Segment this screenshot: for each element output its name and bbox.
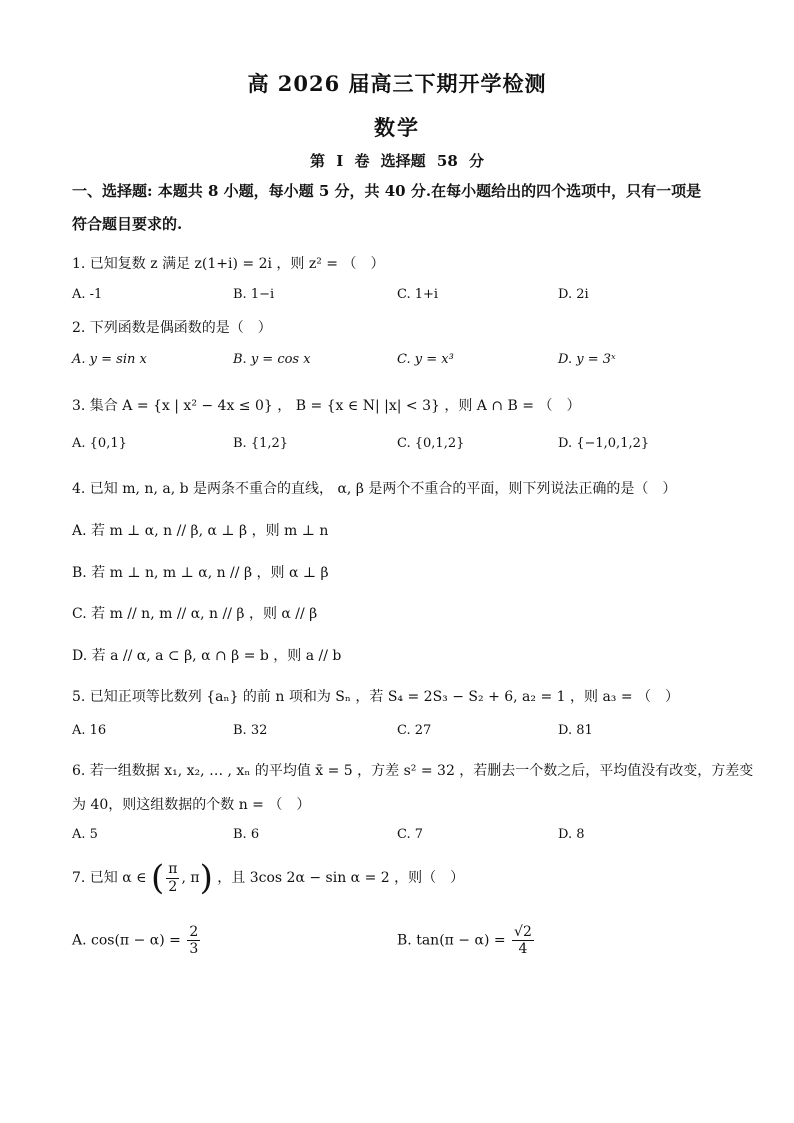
question-7-option-b-num: √2: [514, 924, 532, 940]
question-5-stem: 5. 已知正项等比数列 {aₙ} 的前 n 项和为 Sₙ ，若 S₄ = 2S₃ − S₂ + 6, a₂ = 1 ，则 a₃ = （ ）: [72, 689, 680, 705]
question-7-option-b-label: B.: [397, 932, 412, 949]
question-7-option-b: [397, 924, 724, 957]
section-instruction-line1: 一、选择题: 本题共 8 小题，每小题 5 分，共 40 分.在每小题给出的四个选项中，只有一项是: [72, 182, 702, 200]
question-1-option-c: C. 1+i: [397, 287, 439, 302]
question-4-option-c: C. 若 m // n, m // α, n // β ，则 α // β: [72, 606, 318, 622]
question-1-options: [72, 287, 724, 311]
question-1-option-d: D. 2i: [558, 287, 589, 302]
question-7-stem-prefix: 7. 已知 α ∈: [72, 870, 147, 886]
question-6-option-a: A. 5: [72, 827, 98, 842]
right-paren-glyph: ): [199, 858, 213, 898]
question-3-option-d: D. {−1,0,1,2}: [558, 436, 650, 451]
question-3-option-b: B. {1,2}: [233, 436, 289, 451]
question-5-options: [72, 723, 724, 747]
question-7-interval-num: π: [168, 861, 178, 878]
question-2-stem: 2. 下列函数是偶函数的是（ ）: [72, 320, 272, 336]
question-7-interval-fraction: [166, 861, 179, 894]
question-7-option-b-fraction: [512, 924, 534, 957]
subject-title: 数学: [374, 115, 420, 140]
question-3-option-a: A. {0,1}: [72, 436, 127, 451]
question-1-stem: 1. 已知复数 z 满足 z(1+i) = 2i ，则 z² = （ ）: [72, 256, 385, 272]
question-7-option-a-fraction: [187, 924, 200, 957]
question-7-option-b-expr: tan(π − α) =: [416, 932, 506, 949]
question-2-option-d: D. y = 3ˣ: [558, 352, 616, 367]
question-6-stem-line2: 为 40，则这组数据的个数 n = （ ）: [72, 797, 311, 813]
question-4-option-a: A. 若 m ⊥ α, n // β, α ⊥ β ，则 m ⊥ n: [72, 523, 329, 539]
question-5-option-d: D. 81: [558, 723, 593, 738]
question-2-option-a: A. y = sin x: [72, 352, 147, 367]
question-6-option-c: C. 7: [397, 827, 424, 842]
section-instruction-line2: 符合题目要求的.: [72, 215, 183, 233]
question-4-option-b: B. 若 m ⊥ n, m ⊥ α, n // β ，则 α ⊥ β: [72, 565, 329, 581]
question-3-options: [72, 436, 724, 460]
question-2-option-c: C. y = x³: [397, 352, 454, 367]
question-2-option-b: B. y = cos x: [233, 352, 311, 367]
question-7-option-b-den: 4: [518, 941, 528, 958]
exam-title: 高 2026 届高三下期开学检测: [247, 71, 547, 96]
question-2-options: [72, 352, 724, 376]
question-7-option-a-den: 3: [189, 941, 199, 958]
question-7-interval-den: 2: [168, 878, 178, 895]
question-7-stem: [72, 858, 724, 898]
question-7-option-a-expr: cos(π − α) =: [91, 932, 181, 949]
question-7-option-a-num: 2: [189, 924, 199, 940]
question-4-stem: 4. 已知 m, n, a, b 是两条不重合的直线， α, β 是两个不重合的平面，则下列说法正确的是（ ）: [72, 481, 677, 497]
question-1-option-b: B. 1−i: [233, 287, 275, 302]
question-7-stem-suffix: ，且 3cos 2α − sin α = 2 ，则（ ）: [217, 870, 465, 886]
question-7-option-a-label: A.: [72, 932, 87, 949]
question-3-stem: 3. 集合 A = {x | x² − 4x ≤ 0} ， B = {x ∈ N| |x| < 3} ，则 A ∩ B = （ ）: [72, 398, 581, 414]
question-3-option-c: C. {0,1,2}: [397, 436, 465, 451]
part-heading: 第 I 卷 选择题 58 分: [309, 152, 484, 170]
question-5-option-c: C. 27: [397, 723, 432, 738]
question-5-option-a: A. 16: [72, 723, 107, 738]
question-6-option-d: D. 8: [558, 827, 585, 842]
question-6-options: [72, 827, 724, 851]
question-6-stem-line1: 6. 若一组数据 x₁, x₂, … , xₙ 的平均值 x̄ = 5 ，方差 s² = 32 ，若删去一个数之后，平均值没有改变，方差变: [72, 763, 754, 779]
question-7-interval-rest: , π: [181, 870, 200, 886]
question-1-option-a: A. -1: [72, 287, 103, 302]
question-6-option-b: B. 6: [233, 827, 260, 842]
left-paren-glyph: (: [150, 858, 165, 898]
question-4-option-d: D. 若 a // α, a ⊂ β, α ∩ β = b ，则 a // b: [72, 648, 342, 664]
question-5-option-b: B. 32: [233, 723, 268, 738]
